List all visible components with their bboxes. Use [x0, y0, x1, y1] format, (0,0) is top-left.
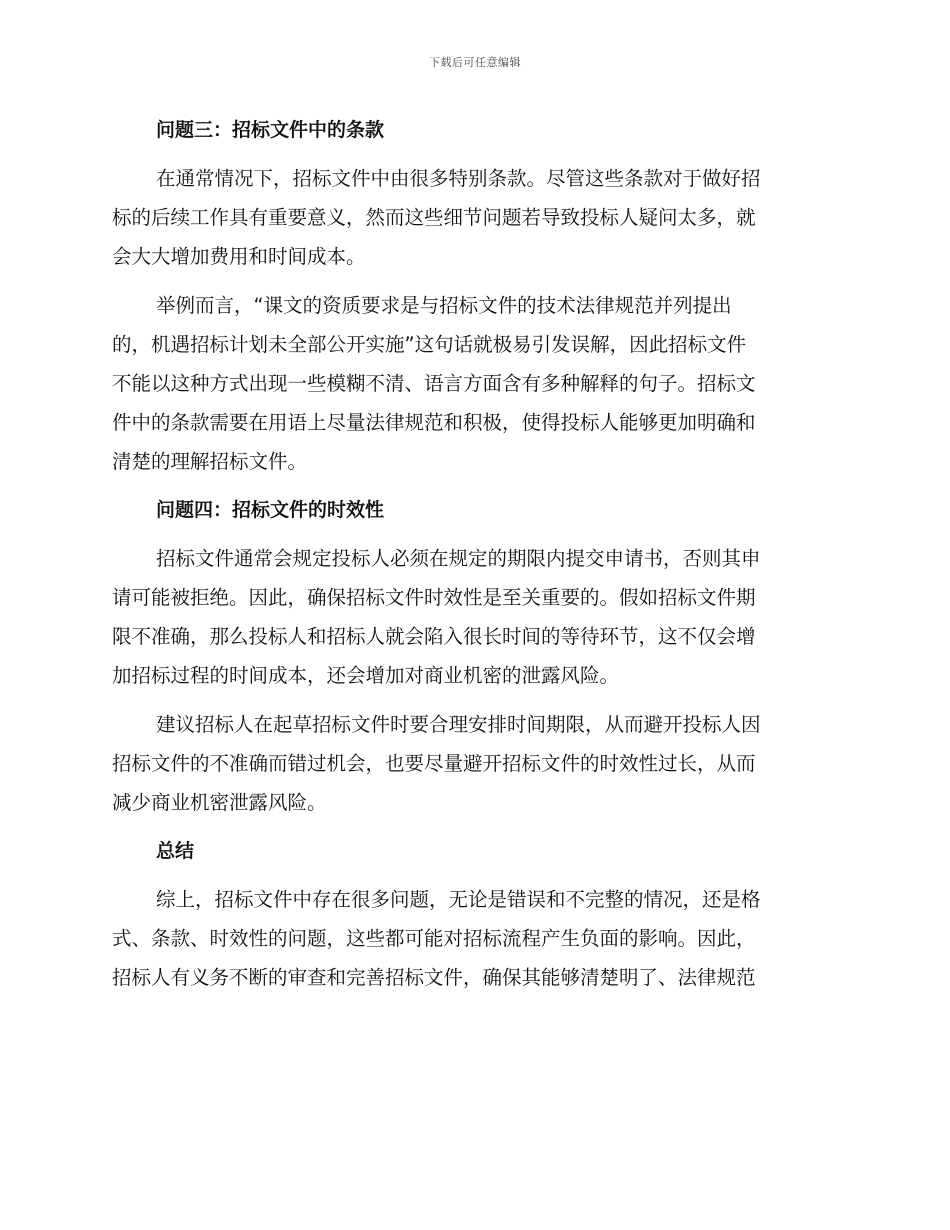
section-heading: 总结 [156, 840, 195, 862]
paragraph-line: 综上，招标文件中存在很多问题，无论是错误和不完整的情况，还是格 [156, 888, 761, 911]
paragraph-line: 标的后续工作具有重要意义，然而这些细节问题若导致投标人疑问太多，就 [112, 206, 756, 229]
paragraph-line: 在通常情况下，招标文件中由很多特别条款。尽管这些条款对于做好招 [156, 167, 761, 190]
paragraph-line: 举例而言，“课文的资质要求是与招标文件的技术法律规范并列提出 [156, 294, 732, 317]
paragraph-line: 加招标过程的时间成本，还会增加对商业机密的泄露风险。 [112, 664, 620, 687]
paragraph-line: 的，机遇招标计划未全部公开实施”这句话就极易引发误解，因此招标文件 [112, 333, 747, 356]
paragraph-line: 清楚的理解招标文件。 [112, 450, 308, 473]
paragraph-line: 请可能被拒绝。因此，确保招标文件时效性是至关重要的。假如招标文件期 [112, 586, 756, 609]
section-heading: 问题四：招标文件的时效性 [156, 499, 385, 521]
paragraph-line: 招标人有义务不断的审查和完善招标文件，确保其能够清楚明了、法律规范 [112, 966, 756, 989]
paragraph-line: 件中的条款需要在用语上尽量法律规范和积极，使得投标人能够更加明确和 [112, 411, 756, 434]
paragraph-line: 减少商业机密泄露风险。 [112, 791, 327, 814]
paragraph-line: 招标文件通常会规定投标人必须在规定的期限内提交申请书，否则其申 [156, 547, 761, 570]
paragraph [112, 705, 834, 822]
paragraph-line: 式、条款、时效性的问题，这些都可能对招标流程产生负面的影响。因此， [112, 927, 756, 950]
page-header: 下载后可任意编辑 [429, 56, 521, 69]
paragraph-line: 招标文件的不准确而错过机会，也要尽量避开招标文件的时效性过长，从而 [112, 752, 756, 775]
section-heading: 问题三：招标文件中的条款 [156, 119, 385, 141]
document-body [112, 111, 834, 1007]
paragraph-line: 会大大增加费用和时间成本。 [112, 245, 366, 268]
paragraph [112, 286, 834, 481]
paragraph [112, 880, 834, 997]
paragraph [112, 539, 834, 695]
paragraph-line: 建议招标人在起草招标文件时要合理安排时间期限，从而避开投标人因 [156, 713, 761, 736]
paragraph-line: 限不准确，那么投标人和招标人就会陷入很长时间的等待环节，这不仅会增 [112, 625, 756, 648]
paragraph [112, 159, 834, 276]
paragraph-line: 不能以这种方式出现一些模糊不清、语言方面含有多种解释的句子。招标文 [112, 372, 756, 395]
